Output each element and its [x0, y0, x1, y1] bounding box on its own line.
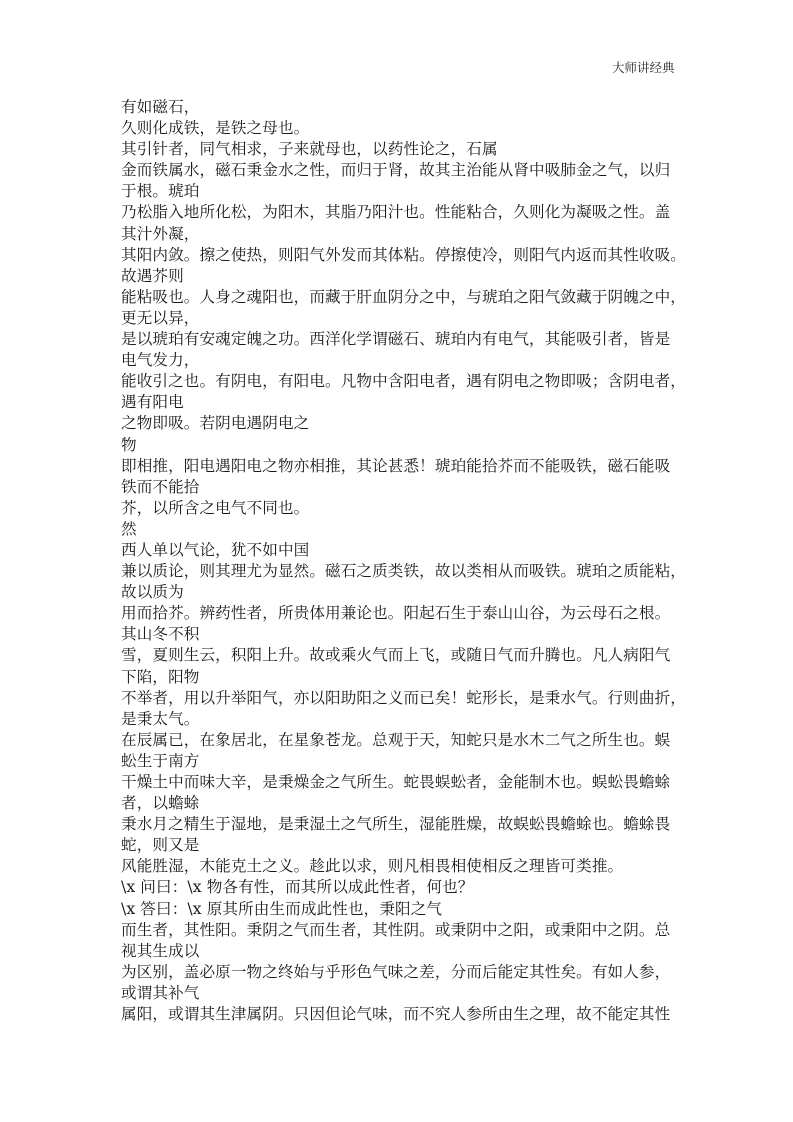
- text-line: 下陷，阳物: [121, 667, 200, 686]
- text-line: 故遇芥则: [121, 266, 184, 285]
- text-line: 于根。琥珀: [121, 182, 200, 201]
- text-line: 视其生成以: [121, 941, 200, 960]
- text-line: 风能胜湿，木能克土之义。趁此以求，则凡相畏相使相反之理皆可类推。: [121, 857, 624, 876]
- text-line: 属阳，或谓其生津属阴。只因但论气味，而不究人参所由生之理，故不能定其性: [121, 1005, 671, 1024]
- text-line: 其引针者，同气相求，子来就母也，以药性论之，石属: [121, 140, 498, 159]
- text-line: \x 问曰：\x 物各有性，而其所以成此性者，何也？: [121, 878, 474, 897]
- text-line: 其阳内敛。擦之使热，则阳气外发而其体粘。停擦使冷，则阳气内返而其性收吸。: [121, 245, 686, 264]
- text-line: 蛇，则又是: [121, 836, 200, 855]
- text-line: 兼以质论，则其理尤为显然。磁石之质类铁，故以类相从而吸铁。琥珀之质能粘，: [121, 562, 686, 581]
- text-line: 用而拾芥。辨药性者，所贵体用兼论也。阳起石生于泰山山谷，为云母石之根。: [121, 604, 671, 623]
- text-line: 而生者，其性阳。秉阴之气而生者，其性阴。或秉阴中之阳，或秉阳中之阴。总: [121, 920, 671, 939]
- text-line: 铁而不能拾: [121, 477, 200, 496]
- text-line: 干燥土中而味大辛，是秉燥金之气所生。蛇畏蜈蚣者，金能制木也。蜈蚣畏蟾蜍: [121, 773, 671, 791]
- text-line: 乃松脂入地所化松，为阳木，其脂乃阳汁也。性能粘合，久则化为凝吸之性。盖: [121, 203, 671, 222]
- text-line: 蚣生于南方: [121, 751, 200, 770]
- text-line: 其山冬不积: [121, 625, 200, 644]
- text-line: 西人单以气论，犹不如中国: [121, 540, 310, 559]
- text-line: 者，以蟾蜍: [121, 794, 200, 813]
- text-line: 更无以异，: [121, 308, 200, 327]
- text-line: 物: [121, 435, 137, 454]
- text-line: 或谓其补气: [121, 983, 200, 1002]
- text-line: 之物即吸。若阴电遇阴电之: [121, 414, 310, 433]
- text-line: 有如磁石，: [121, 98, 200, 116]
- text-line: 雪，夏则生云，积阳上升。故或乘火气而上飞，或随日气而升腾也。凡人病阳气: [121, 646, 671, 665]
- text-line: 电气发力，: [121, 351, 200, 370]
- text-line: 秉水月之精生于湿地，是秉湿土之气所生，湿能胜燥，故蜈蚣畏蟾蜍也。蟾蜍畏: [121, 815, 671, 834]
- text-line: \x 答曰：\x 原其所由生而成此性也，秉阳之气: [121, 899, 443, 918]
- running-header: 大师讲经典: [612, 60, 675, 75]
- text-line: 故以质为: [121, 583, 184, 602]
- text-line: 金而铁属水，磁石秉金水之性，而归于肾，故其主治能从肾中吸肺金之气，以归: [121, 161, 671, 180]
- text-line: 是秉太气。: [121, 709, 200, 728]
- text-line: 即相推，阳电遇阳电之物亦相推，其论甚悉！琥珀能拾芥而不能吸铁，磁石能吸: [121, 456, 671, 475]
- text-line: 能粘吸也。人身之魂阳也，而藏于肝血阴分之中，与琥珀之阳气敛藏于阴魄之中，: [121, 287, 686, 306]
- text-line: 是以琥珀有安魂定魄之功。西洋化学谓磁石、琥珀内有电气，其能吸引者，皆是: [121, 330, 671, 349]
- text-line: 遇有阳电: [121, 393, 184, 412]
- text-line: 在辰属已，在象居北，在星象苍龙。总观于天，知蛇只是水木二气之所生也。蜈: [121, 730, 671, 749]
- text-line: 芥，以所含之电气不同也。: [121, 498, 310, 517]
- text-line: 为区别，盖必原一物之终始与乎形色气味之差，分而后能定其性矣。有如人参，: [121, 962, 671, 981]
- text-line: 然: [121, 519, 137, 538]
- text-line: 能收引之也。有阴电，有阳电。凡物中含阳电者，遇有阴电之物即吸；含阴电者，: [121, 372, 686, 391]
- document-body: [121, 97, 686, 1025]
- text-line: 久则化成铁，是铁之母也。: [121, 119, 310, 138]
- text-line: 其汁外凝，: [121, 224, 200, 243]
- text-line: 不举者，用以升举阳气，亦以阳助阳之义而已矣！蛇形长，是秉水气。行则曲折，: [121, 688, 686, 707]
